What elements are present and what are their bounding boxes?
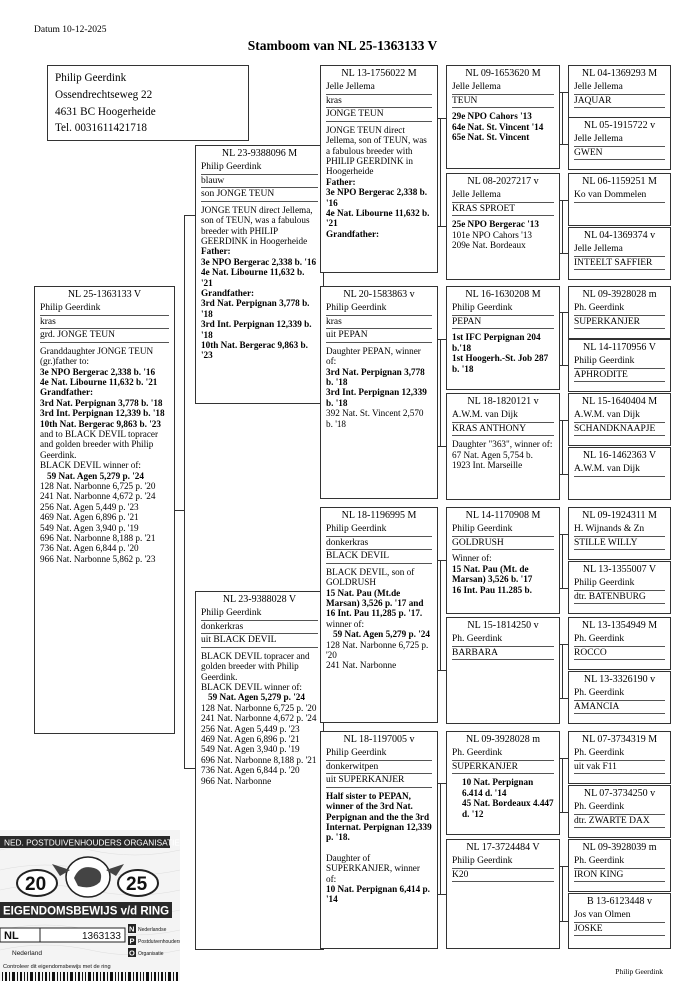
bird-name: JAQUAR [574, 95, 665, 109]
connector [562, 866, 563, 921]
breeder-name: Philip Geerdink [326, 523, 432, 537]
bird-results [201, 651, 318, 786]
connector [440, 560, 441, 670]
result-line: 3rd Nat. Perpignan 3,778 b. '18 [326, 366, 425, 388]
result-line: 10 Nat. Perpignan 6,414 p. '14 [326, 884, 430, 905]
bird-name: SUPERKANJER [574, 316, 665, 330]
breeder-name: A.W.M. van Dijk [574, 463, 665, 477]
card-footer-text: Controleer dit eigendomsbewijs met de ring [3, 964, 111, 970]
result-line: 59 Nat. Agen 5,279 p. '24 [208, 692, 305, 703]
bird-color: donkerkras [326, 537, 432, 551]
great-great-grandparent-box [568, 507, 671, 560]
ring-number: NL 17-3724484 V [466, 842, 540, 853]
result-line: 15 Nat. Pau (Mt.de Marsan) 3,526 p. '17 and 16 Int. Pau 11,285 p. '17. [326, 587, 424, 619]
result-line: 65e Nat. St. Vincent [452, 132, 530, 143]
great-great-grandparent-box [568, 561, 671, 614]
breeder-name: Jelle Jellema [574, 81, 665, 95]
ring-number: NL 23-9388028 V [222, 594, 297, 605]
connector [560, 644, 568, 645]
bird-results [452, 111, 554, 142]
great-great-grandparent-box [568, 227, 671, 280]
great-grandparent-box [446, 393, 560, 500]
ring-number: NL 09-1653620 M [465, 68, 541, 79]
ring-number: NL 15-1640404 M [581, 396, 658, 407]
result-line: Half sister to PEPAN, winner of the 3rd Nat. Perpignan and the the 3rd Internat. Perpignan 12,339 p. '18. [326, 790, 432, 843]
bird-name: KRAS SPROET [452, 203, 554, 217]
connector [438, 446, 446, 447]
result-line: 3e NPO Bergerac 2,338 b. '16 [201, 256, 317, 267]
bird-results [326, 346, 432, 429]
card-legend-letter-o: O [129, 948, 135, 958]
father-bird-box [195, 145, 324, 404]
breeder-name: Jelle Jellema [452, 81, 554, 95]
bird-name: dtr. BATENBURG [574, 591, 665, 605]
ring-number: NL 16-1630208 M [465, 289, 541, 300]
card-legend-letter-p: P [129, 936, 135, 946]
result-line: 1st IFC Perpignan 204 b.'18 [452, 332, 541, 353]
bird-name: TEUN [452, 95, 554, 109]
connector [440, 783, 441, 894]
grandparent-box [320, 65, 438, 273]
bird-color: donkerwitpen [326, 761, 432, 775]
breeder-name: H. Wijnands & Zn [574, 523, 665, 537]
connector [560, 758, 568, 759]
card-legend-2: Postduivenhouders [138, 939, 180, 945]
bird-name: PEPAN [452, 316, 554, 330]
bird-name: APHRODITE [574, 369, 665, 383]
result-line: 15 Nat. Pau (Mt. de Marsan) 3,526 b. '17 [452, 563, 533, 585]
bird-results [452, 553, 554, 595]
breeder-name: A.W.M. van Dijk [452, 409, 554, 423]
owner-city: 4631 BC Hoogerheide [55, 105, 156, 118]
result-line: 549 Nat. Agen 3,940 p. '19 [201, 744, 300, 755]
great-grandparent-box [446, 286, 560, 390]
bird-name: uit BLACK DEVIL [201, 634, 318, 648]
card-legend-3: Organisatie [138, 951, 164, 957]
ring-number: NL 18-1197005 v [343, 734, 415, 745]
result-line: 128 Nat. Narbonne 6,725 p. '20 [326, 639, 429, 661]
bird-results [326, 791, 432, 905]
breeder-name: Philip Geerdink [201, 607, 318, 621]
bird-name: uit PEPAN [326, 329, 432, 343]
connector [438, 226, 446, 227]
card-year-right: 25 [126, 874, 148, 895]
mother-bird-box [195, 591, 324, 950]
bird-name: AMANCIA [574, 701, 665, 715]
subject-bird-box [34, 286, 175, 734]
great-great-grandparent-box [568, 65, 671, 118]
result-line: 10th Nat. Bergerac 9,863 b. '23 [40, 418, 161, 429]
bird-name: BLACK DEVIL [326, 550, 432, 564]
breeder-name: Philip Geerdink [201, 161, 318, 175]
result-line: 4e Nat. Libourne 11,632 b. '21 [326, 208, 430, 229]
connector [438, 783, 446, 784]
owner-address-box [47, 65, 249, 141]
bird-color: kras [326, 316, 432, 330]
ring-number: NL 13-1354949 M [581, 620, 658, 631]
result-line: Father: [201, 246, 231, 257]
bird-results [40, 346, 169, 564]
breeder-name: Jos van Olmen [574, 909, 665, 923]
bird-name: BARBARA [452, 647, 554, 661]
result-line: 16 Int. Pau 11.285 b. [452, 584, 532, 595]
ring-number: NL 18-1820121 v [467, 396, 539, 407]
bird-name: KRAS ANTHONY [452, 423, 554, 437]
result-line: Daughter of SUPERKANJER, winner of: [326, 852, 420, 884]
great-grandparent-box [446, 839, 560, 949]
owner-name: Philip Geerdink [55, 72, 127, 84]
ring-number: NL 06-1159251 M [582, 176, 657, 187]
result-line: 3rd Nat. Perpignan 3,778 b. '18 [201, 298, 310, 319]
connector [438, 894, 446, 895]
result-line: 209e Nat. Bordeaux [452, 240, 526, 251]
connector [560, 866, 568, 867]
result-line: 4e Nat. Libourne 11,632 b. '21 [40, 377, 158, 388]
result-line: 696 Nat. Narbonne 8,188 p. '21 [201, 754, 317, 765]
bird-name: IRON KING [574, 869, 665, 883]
result-line: 4e Nat. Libourne 11,632 b. '21 [201, 267, 305, 288]
breeder-name: Ph. Geerdink [574, 633, 665, 647]
result-line: 1st Hoogerh.-St. Job 287 b. '18 [452, 353, 549, 374]
great-great-grandparent-box [568, 286, 671, 339]
breeder-name: A.W.M. van Dijk [574, 409, 665, 423]
bird-results [452, 332, 554, 374]
ring-number: NL 13-1756022 M [341, 68, 417, 79]
great-grandparent-box [446, 65, 560, 169]
bird-name: GOLDRUSH [452, 537, 554, 551]
breeder-name: Philip Geerdink [326, 747, 432, 761]
breeder-name: Jelle Jellema [326, 81, 432, 95]
bird-name: uit vak F11 [574, 761, 665, 775]
ring-number: NL 04-1369374 v [583, 230, 656, 241]
result-line: 101e NPO Cahors '13 [452, 229, 533, 240]
breeder-name: Philip Geerdink [574, 355, 665, 369]
breeder-name: Philip Geerdink [452, 523, 554, 537]
result-line: Grandfather: [201, 288, 255, 299]
bird-results [326, 125, 432, 239]
page-title: Stamboom van NL 25-1363133 V [247, 38, 438, 53]
bird-results [452, 219, 554, 250]
connector [560, 144, 568, 145]
result-line: 1923 Int. Marseille [452, 460, 523, 471]
result-line: 67 Nat. Agen 5,754 b. [452, 449, 533, 460]
great-great-grandparent-box [568, 671, 671, 724]
result-line: BLACK DEVIL, son of GOLDRUSH [326, 566, 415, 588]
result-line: 3rd Int. Perpignan 12,339 b. '18 [40, 408, 165, 419]
great-grandparent-box [446, 173, 560, 280]
result-line: JONGE TEUN direct Jellema, son of TEUN, was a fabulous breeder with PHILIP GEERDINK in Hoogerheide [326, 124, 427, 177]
bird-name: SUPERKANJER [452, 761, 554, 775]
result-line: 59 Nat. Agen 5,279 p. '24 [47, 470, 144, 481]
great-great-grandparent-box [568, 785, 671, 838]
great-grandparent-box [446, 617, 560, 724]
bird-name: GWEN [574, 147, 665, 161]
breeder-name: Ko van Dommelen [574, 189, 665, 203]
connector [562, 200, 563, 253]
connector [562, 644, 563, 698]
result-line: 241 Nat. Narbonne 4,672 p. '24 [40, 491, 156, 502]
bird-color: kras [326, 95, 432, 109]
connector [438, 339, 446, 340]
ring-number: NL 04-1369293 M [581, 68, 658, 79]
breeder-name: Philip Geerdink [326, 302, 432, 316]
connector [560, 698, 568, 699]
result-line: 696 Nat. Narbonne 8,188 p. '21 [40, 532, 156, 543]
great-great-grandparent-box [568, 731, 671, 784]
great-great-grandparent-box [568, 393, 671, 446]
result-line: 10th Nat. Bergerac 9,863 b. '23 [201, 340, 308, 361]
result-line: 241 Nat. Narbonne 4,672 p. '24 [201, 713, 317, 724]
breeder-name: Philip Geerdink [452, 855, 554, 869]
result-line: 29e NPO Cahors '13 [452, 111, 532, 122]
connector-father [184, 215, 195, 216]
result-line: Father: [326, 176, 356, 187]
card-year-left: 20 [25, 874, 47, 895]
result-line: and to BLACK DEVIL topracer and golden breeder with Philip Geerdink. [40, 429, 159, 460]
connector [560, 420, 568, 421]
connector [438, 560, 446, 561]
result-line: 469 Nat. Agen 6,896 p. '21 [201, 734, 300, 745]
bird-name: dtr. ZWARTE DAX [574, 815, 665, 829]
result-line: 59 Nat. Agen 5,279 p. '24 [333, 629, 430, 640]
connector [440, 339, 441, 446]
bird-name: STILLE WILLY [574, 537, 665, 551]
ring-number: NL 14-1170956 V [583, 342, 656, 353]
result-line: 736 Nat. Agen 6,844 p. '20 [40, 543, 139, 554]
result-line: 128 Nat. Narbonne 6,725 p. '20 [40, 481, 156, 491]
result-line: 392 Nat. St. Vincent 2,570 b. '18 [326, 408, 424, 429]
connector [562, 534, 563, 588]
great-great-grandparent-box [568, 617, 671, 670]
bird-results [326, 567, 432, 671]
ring-number: NL 13-3326190 v [583, 674, 656, 685]
breeder-name: Ph. Geerdink [452, 633, 554, 647]
breeder-name: Ph. Geerdink [452, 747, 554, 761]
ring-number: NL 07-3734250 v [583, 788, 656, 799]
ring-number: NL 13-1355007 V [582, 564, 657, 575]
result-line: 3e NPO Bergerac 2,338 b. '16 [326, 187, 428, 208]
connector [560, 588, 568, 589]
result-line: BLACK DEVIL winner of: [201, 682, 302, 693]
result-line: 966 Nat. Narbonne 5,862 p. '23 [40, 553, 156, 564]
connector [438, 670, 446, 671]
ring-number: NL 09-1924311 M [582, 510, 657, 521]
breeder-name: Philip Geerdink [452, 302, 554, 316]
footer-owner-name: Philip Geerdink [615, 967, 663, 976]
ring-number: NL 20-1583863 v [343, 289, 415, 300]
breeder-name: Jelle Jellema [574, 243, 665, 257]
ring-card-graphic [0, 830, 180, 981]
print-date: Datum 10-12-2025 [34, 25, 107, 35]
breeder-name: Jelle Jellema [452, 189, 554, 203]
card-title: EIGENDOMSBEWIJS v/d RING [3, 905, 170, 918]
result-line: 3rd Nat. Perpignan 3,778 b. '18 [40, 397, 163, 408]
result-line: 256 Nat. Agen 5,449 p. '23 [201, 723, 300, 734]
result-line: 10 Nat. Perpignan 6.414 d. '14 [462, 777, 534, 798]
ring-number: NL 08-2027217 v [467, 176, 539, 187]
result-line: Daughter PEPAN, winner of: [326, 345, 421, 367]
card-org-text: NED. POSTDUIVENHOUDERS ORGANISATIE [4, 837, 180, 848]
card-ring-number: 1363133 [82, 931, 121, 942]
connector [562, 758, 563, 812]
ring-number: NL 09-3928028 m [582, 289, 657, 300]
breeder-name: Philip Geerdink [40, 302, 169, 316]
connector [560, 253, 568, 254]
grandparent-box [320, 507, 438, 723]
great-grandparent-box [446, 731, 560, 835]
ring-number: NL 09-3928028 m [465, 734, 541, 745]
bird-results [201, 205, 318, 361]
connector [560, 312, 568, 313]
connector [562, 420, 563, 474]
grandparent-box [320, 286, 438, 499]
connector [562, 312, 563, 365]
result-line: 241 Nat. Narbonne [326, 660, 397, 671]
connector [560, 534, 568, 535]
connector [560, 92, 568, 93]
result-line: winner of: [326, 618, 365, 629]
ring-number: NL 16-1462363 V [582, 450, 657, 461]
breeder-name: Jelle Jellema [574, 133, 665, 147]
connector [440, 118, 441, 226]
breeder-name: Ph. Geerdink [574, 855, 665, 869]
result-line: 45 Nat. Bordeaux 4.447 d. '12 [462, 798, 554, 819]
ring-ownership-card [0, 830, 180, 981]
result-line: 3e NPO Bergerac 2,338 b. '16 [40, 366, 156, 377]
ring-number: NL 18-1196995 M [341, 510, 417, 521]
bird-name: JOSKE [574, 923, 665, 937]
breeder-name: Philip Geerdink [574, 577, 665, 591]
result-line: 64e Nat. St. Vincent '14 [452, 121, 544, 132]
bird-name: INTEELT SAFFIER [574, 257, 665, 271]
bird-name: son JONGE TEUN [201, 188, 318, 202]
card-country-name: Nederland [12, 950, 42, 957]
bird-results [452, 777, 554, 819]
bird-color: kras [40, 316, 169, 330]
card-legend-1: Nederlandse [138, 927, 167, 933]
connector-subject [184, 215, 185, 769]
ring-number: NL 09-3928039 m [582, 842, 657, 853]
grandparent-box [320, 731, 438, 949]
great-great-grandparent-box [568, 839, 671, 892]
result-line: 549 Nat. Agen 3,940 p. '19 [40, 522, 139, 533]
great-grandparent-box [446, 507, 560, 614]
great-great-grandparent-box [568, 117, 671, 170]
result-line: 3rd Int. Perpignan 12,339 b. '18 [201, 319, 312, 340]
bird-name: SCHANDKNAAPJE [574, 423, 665, 437]
result-line: BLACK DEVIL topracer and golden breeder with Philip Geerdink. [201, 650, 310, 682]
bird-name: K20 [452, 869, 554, 883]
card-country-code: NL [4, 930, 19, 942]
ring-number: NL 07-3734319 M [581, 734, 658, 745]
connector [560, 365, 568, 366]
owner-street: Ossendrechtseweg 22 [55, 88, 153, 101]
breeder-name: Ph. Geerdink [574, 801, 665, 815]
card-legend-letter-n: N [129, 924, 135, 934]
result-line: JONGE TEUN direct Jellema, son of TEUN, was a fabulous breeder with PHILIP GEERDINK in Hoogerheide [201, 204, 313, 247]
connector [560, 200, 568, 201]
ring-number: NL 15-1814250 v [467, 620, 539, 631]
breeder-name: Ph. Geerdink [574, 747, 665, 761]
result-line: 736 Nat. Agen 6,844 p. '20 [201, 765, 300, 776]
ring-number: NL 05-1915722 v [583, 120, 656, 131]
result-line: 25e NPO Bergerac '13 [452, 219, 539, 230]
bird-name: ROCCO [574, 647, 665, 661]
connector [560, 921, 568, 922]
breeder-name: Ph. Geerdink [574, 302, 665, 316]
result-line: Daughter "363", winner of: [452, 439, 553, 450]
bird-name: grd. JONGE TEUN [40, 329, 169, 343]
result-line: Grandfather: [40, 387, 94, 398]
owner-phone: Tel. 0031611421718 [55, 122, 148, 135]
connector-subject [175, 510, 184, 511]
great-great-grandparent-box [568, 173, 671, 226]
bird-color: donkerkras [201, 621, 318, 635]
great-great-grandparent-box [568, 447, 671, 500]
bird-results [452, 439, 554, 470]
connector [560, 812, 568, 813]
result-line: 3rd Int. Perpignan 12,339 b. '18 [326, 387, 427, 408]
ring-number: B 13-6123448 v [587, 896, 652, 907]
connector [560, 474, 568, 475]
bird-name: uit SUPERKANJER [326, 774, 432, 788]
breeder-name: Ph. Geerdink [574, 687, 665, 701]
ring-number: NL 23-9388096 M [221, 148, 298, 159]
result-line: 128 Nat. Narbonne 6,725 p. '20 [201, 702, 317, 713]
ring-number: NL 14-1170908 M [465, 510, 541, 521]
result-line: Grandfather: [326, 228, 380, 239]
result-line [326, 843, 432, 853]
bird-name: JONGE TEUN [326, 108, 432, 122]
great-great-grandparent-box [568, 893, 671, 949]
result-line: Winner of: [452, 553, 492, 564]
great-great-grandparent-box [568, 339, 671, 392]
connector-mother [184, 768, 195, 769]
result-line: BLACK DEVIL winner of: [40, 460, 141, 471]
connector [438, 118, 446, 119]
result-line: 966 Nat. Narbonne [201, 775, 272, 786]
result-line: 256 Nat. Agen 5,449 p. '23 [40, 501, 139, 512]
connector [562, 92, 563, 144]
bird-color: blauw [201, 175, 318, 189]
result-line: Granddaughter JONGE TEUN (gr.)father to: [40, 345, 154, 367]
result-line: 469 Nat. Agen 6,896 p. '21 [40, 512, 139, 523]
ring-number: NL 25-1363133 V [67, 289, 142, 300]
